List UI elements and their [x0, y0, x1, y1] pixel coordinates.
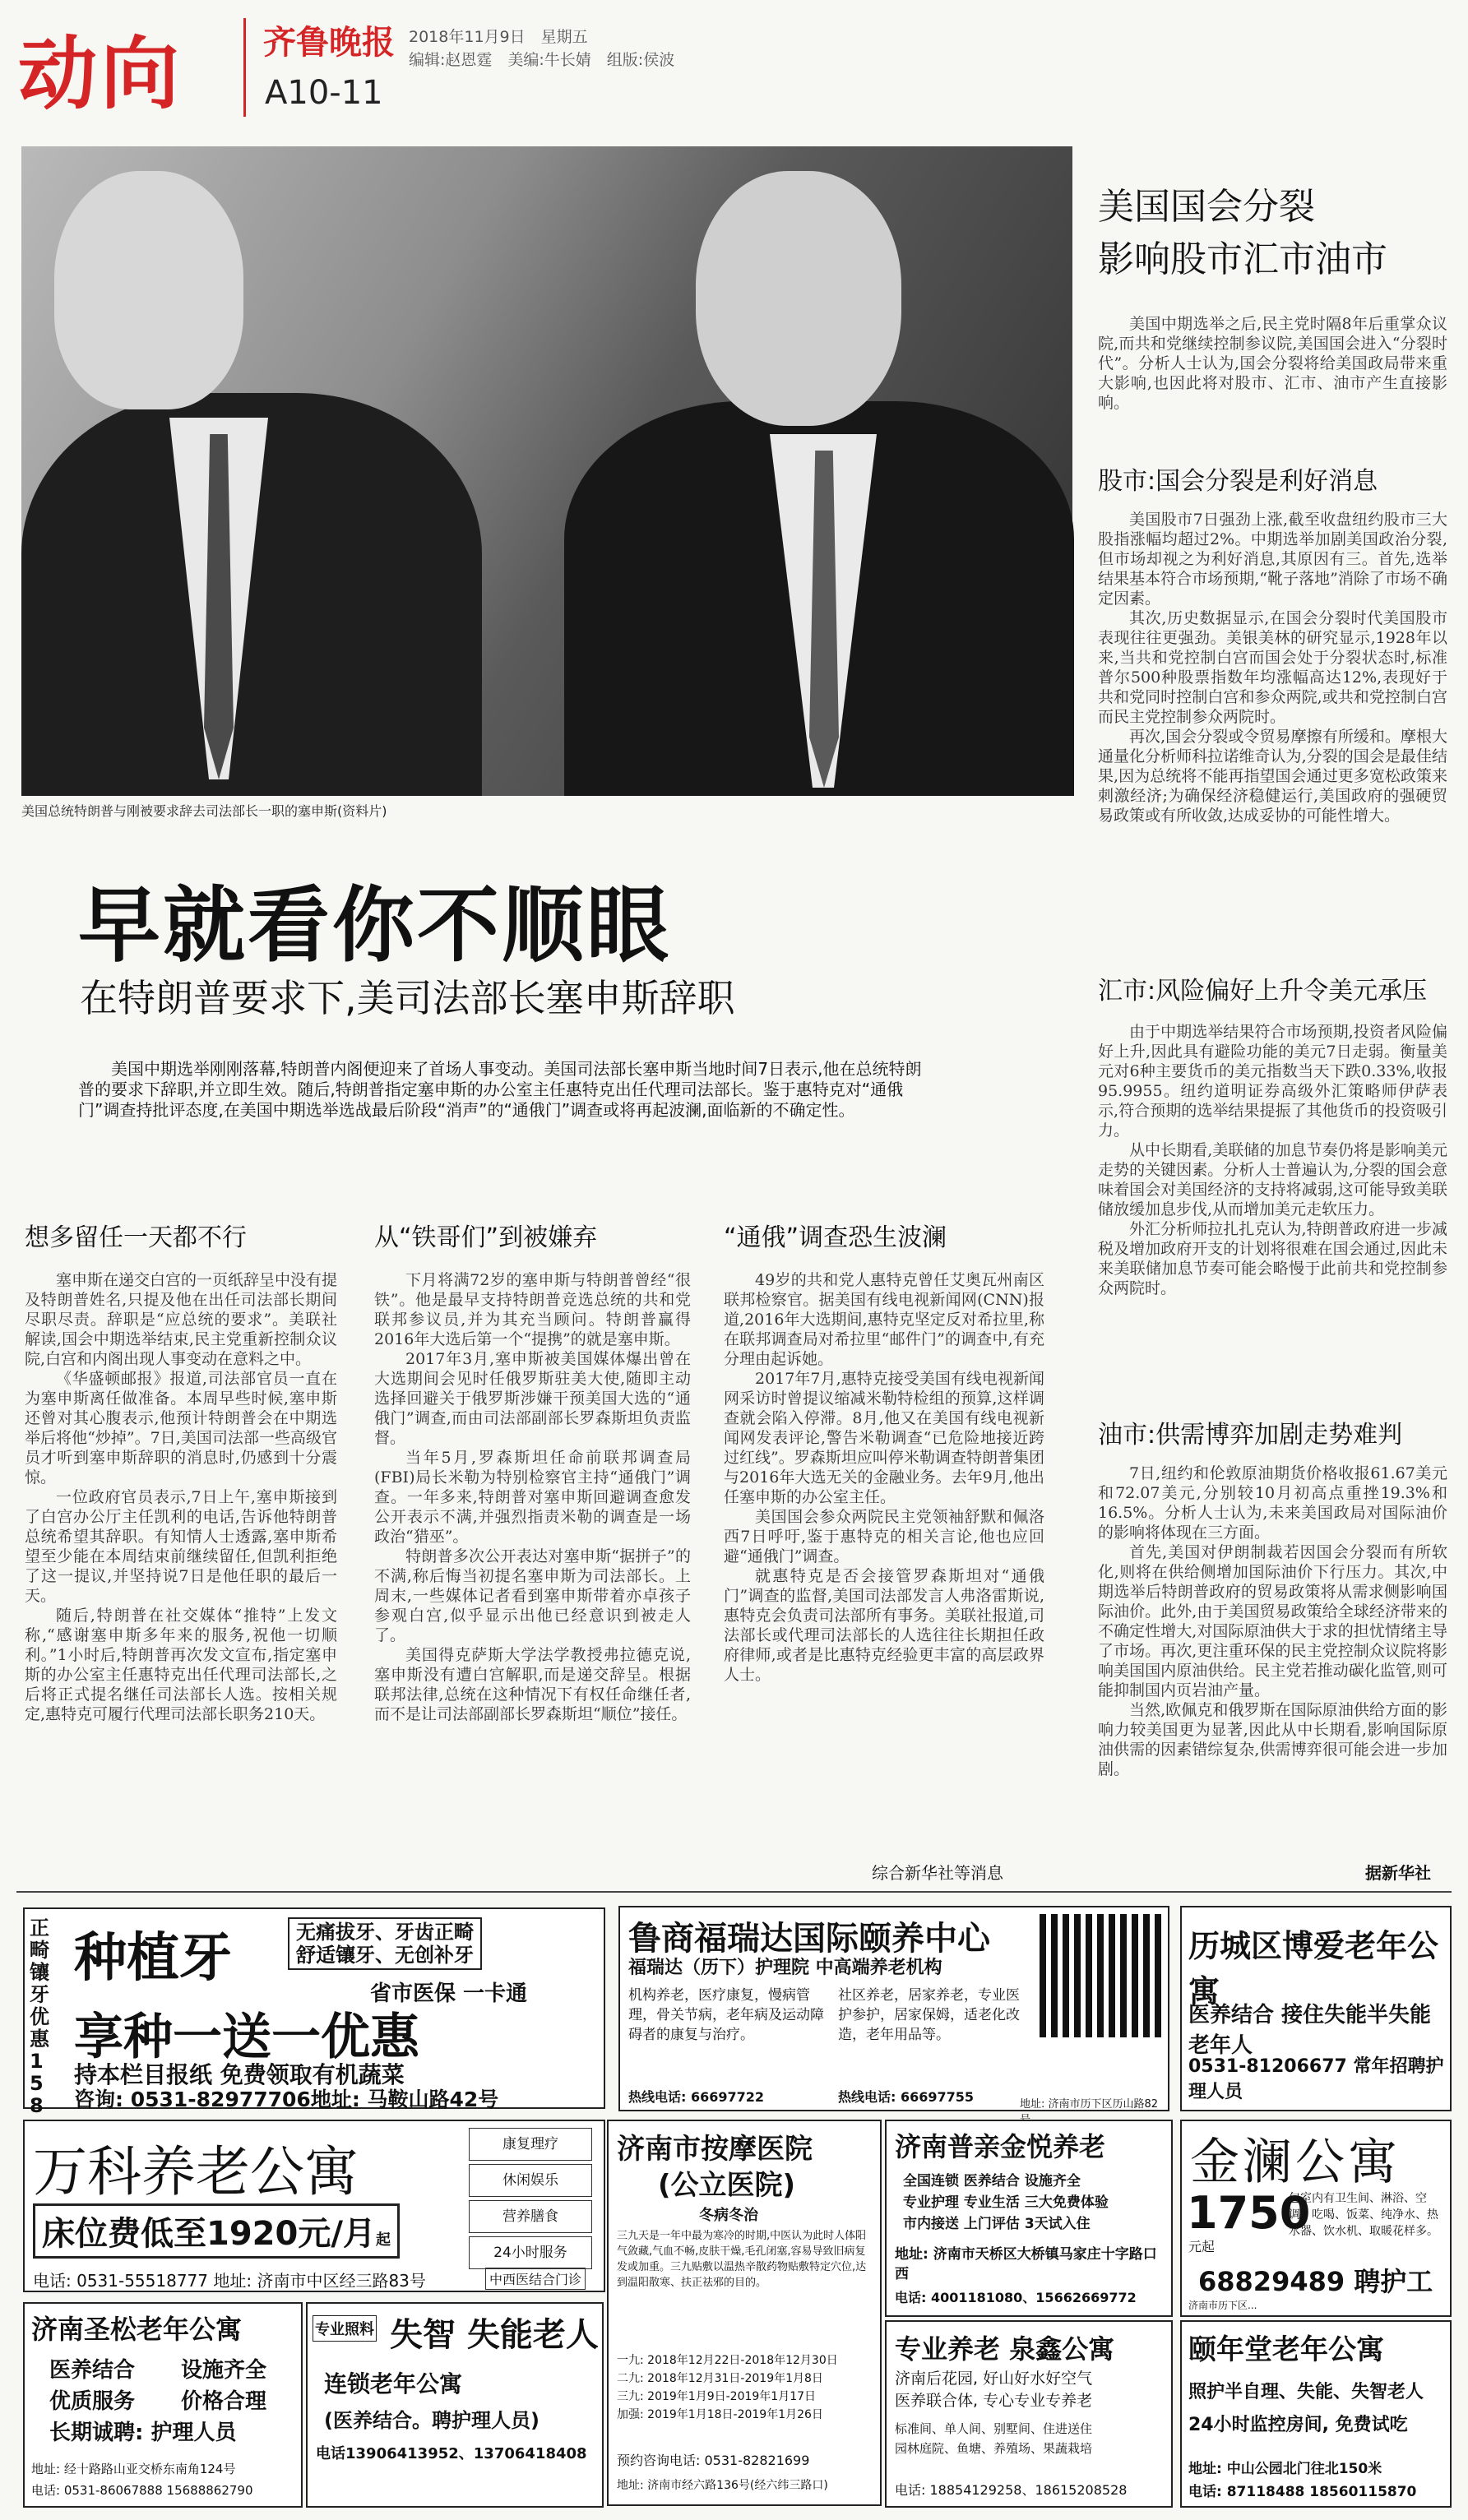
ad-licheng: 历城区博爱老年公寓 医养结合 接住失能半失能老年人 0531-81206677 常年招聘护理人员 [1180, 1906, 1452, 2111]
qr-code-icon [1040, 1914, 1163, 2037]
paragraph: 《华盛顿邮报》报道,司法部官员一直在为塞申斯离任做准备。本周早些时候,塞申斯还曾对其心腹表示,他预计特朗普会在中期选举后将他“炒掉”。7日,美国司法部一些高级官员才听到塞申斯辞职的消息时,仍感到十分震惊。 [25, 1370, 337, 1487]
paragraph: 2017年3月,塞申斯被美国媒体爆出曾在大选期间会见时任俄罗斯驻美大使,随即主动选择回避关于俄罗斯涉嫌干预美国大选的“通俄门”调查,而由司法部副部长罗森斯坦负责监督。 [374, 1350, 691, 1447]
newspaper-logo: 齐鲁晚报 [263, 23, 395, 62]
right-sub-fx: 汇市:风险偏好上升令美元承压 [1098, 977, 1428, 1006]
paragraph: 49岁的共和党人惠特克曾任艾奥瓦州南区联邦检察官。据美国有线电视新闻网(CNN)报道,2016年大选期间,惠特克坚定反对希拉里,称在联邦调查局对希拉里“邮件门”的调查中,有充分理由起诉她。 [724, 1271, 1044, 1368]
ad-dental: 正畸镶牙优惠158 种植牙 无痛拔牙、牙齿正畸 舒适镶牙、无创补牙 省市医保 一卡通 享种一送一优惠 持本栏目报纸 免费领取有机蔬菜 咨询: 0531-82977706地址: 马鞍山路42号 [23, 1907, 605, 2109]
ad-quanxin: 专业养老 泉鑫公寓 济南后花园, 好山好水好空气 医养联合体, 专心专业专养老 标准间、单人间、别墅间、住进送住 园林庭院、鱼塘、养殖场、果蔬栽培 电话: 18854129258、18615208528 [885, 2320, 1173, 2508]
right-intro: 美国中期选举之后,民主党时隔8年后重掌众议院,而共和党继续控制参议院,美国国会进入“分裂时代”。分析人士认为,国会分裂将给美国政局带来重大影响,也因此将对股市、汇市、油市产生直接影响。 [1098, 315, 1447, 412]
issue-date: 2018年11月9日 星期五 [409, 28, 588, 46]
main-headline: 早就看你不顺眼 [78, 877, 671, 973]
paragraph: 随后,特朗普在社交媒体“推特”上发文称,“感谢塞申斯多年来的服务,祝他一切顺利。”1小时后,特朗普再次发文宣布,指定塞申斯的办公室主任惠特克出任代理司法部长,之后将正式提名继任司法部长人选。按相关规定,惠特克可履行代理司法部长职务210天。 [25, 1607, 337, 1723]
ad-furuida: 鲁商福瑞达国际颐养中心 福瑞达（历下）护理院 中高端养老机构 机构养老，医疗康复，慢病管理，骨关节病，老年病及运动障碍者的康复与治疗。 社区养老，居家养老，专业医护参护，居家保姆，适老化改造，老年用品等。 热线电话: 66697722 热线电话: 66697755 地址: 济南市历下区历山路82 [618, 1906, 1169, 2111]
paragraph: 当年5月,罗森斯坦任命前联邦调查局(FBI)局长米勒为特别检察官主持“通俄门”调查。一年多来,特朗普对塞申斯回避调查愈发公开表示不满,并强烈指责米勒的调查是一场政治“猎巫”。 [374, 1449, 691, 1546]
sub-headline: 在特朗普要求下,美司法部长塞申斯辞职 [80, 976, 735, 1020]
right-sub-stock: 股市:国会分裂是利好消息 [1098, 467, 1378, 496]
ad-puqin: 济南普亲金悦养老 全国连锁 医养结合 设施齐全 专业护理 专业生活 三大免费体验 市内接送 上门评估 3天试入住 地址: 济南市天桥区大桥镇马家庄十字路口西 电话: 4001181080、15662669772 [885, 2120, 1173, 2317]
ad-jinlan: 金澜公寓 1750 元起 包室内有卫生间、淋浴、空调、吃喝、饭菜、纯净水、热水器、饮水机、取暖花样多。 68829489 聘护工 济南市历下区... [1180, 2120, 1452, 2317]
masthead-divider [243, 18, 246, 117]
ad-massage-hospital: 济南市按摩医院 (公立医院) 冬病冬治 三九天是一年中最为寒冷的时期,中医认为此时人体阳气敛藏,气血不畅,皮肤干燥,毛孔闭塞,容易导致旧病复发或加重。三九贴敷以温热辛散药物贴敷特定穴位,达到温阳散寒、扶正祛邪的目的。 一九: 2018年12月22日-2018年12月30日 二九: 2018年12月31日-2019年1月8日 三九: 2019年1月9日-2019年1月17日 加强: 2019年1月18日-2019年1月26日 预约咨询电话: 0531-82821699 地址: 济南市经六路136号(经六纬三路口) [607, 2120, 882, 2506]
section-title: 动向 [18, 28, 183, 120]
paragraph: 特朗普多次公开表达对塞申斯“据拼子”的不满,称后悔当初提名塞申斯为司法部长。上周末,一些媒体记者看到塞申斯带着亦卓孩子参观白宫,似乎显示出他已经意识到被走人了。 [374, 1547, 691, 1644]
col2-body [374, 1270, 691, 1724]
lead-photo [21, 146, 1072, 796]
right-fx-body: 由于中期选举结果符合市场预期,投资者风险偏好上升,因此具有避险功能的美元7日走弱。衡量美元对6种主要货币的美元指数当天下跌0.33%,收报95.9955。纽约道明证券高级外汇策略师伊萨表示,符合预期的选举结果提振了其他货币的投资吸引力。 从中长期看,美联储的加息节奏仍将是影响美元走势的关键因素。分析人士普遍认为,分裂的国会意味着国会对美国经济的支持将减弱,这可能导致美联储放缓加息步伐,从而增加美元走软压力。 外汇分析师拉扎扎克认为,特朗普政府进一步减税及增加政府开支的计划将很难在国会通过,因此未来美联储加息节奏可能会略慢于此前共和党控制参众两院时。 [1098, 1023, 1447, 1297]
col3-body [724, 1270, 1044, 1685]
paragraph: 塞申斯在递交白宫的一页纸辞呈中没有提及特朗普姓名,只提及他在出任司法部长期间尽职尽责。辞职是“应总统的要求”。美联社解读,国会中期选举结束,民主党重新控制众议院,白宫和内阁出现人事变动在意料之中。 [25, 1271, 338, 1368]
col1-title: 想多留任一天都不行 [25, 1223, 247, 1252]
col3-source: 综合新华社等消息 [872, 1863, 1003, 1883]
ad-vanke: 万科养老公寓 床位费低至1920元/月起 康复理疗 休闲娱乐 营养膳食 24小时服务 电话: 0531-55518777 地址: 济南市中区经三路83号 中西医结合门诊 [23, 2120, 605, 2292]
editor-credits: 编辑:赵恩霆 美编:牛长婧 组版:侯波 [409, 51, 675, 69]
ad-dementia-care: 专业照料 失智 失能老人 连锁老年公寓 (医养结合。聘护理人员) 电话13906413952、13706418408 [306, 2302, 604, 2508]
right-sub-oil: 油市:供需博弈加剧走势难判 [1098, 1421, 1403, 1450]
right-stock-body: 美国股市7日强劲上涨,截至收盘纽约股市三大股指涨幅均超过2%。中期选举加剧美国政治分裂,但市场却视之为利好消息,其原因有三。首先,选举结果基本符合市场预期,“靴子落地”消除了市场不确定因素。 其次,历史数据显示,在国会分裂时代美国股市表现往往更强劲。美银美林的研究显示,1928年以来,当共和党控制白宫而国会处于分裂状态时,标准普尔500种股票指数年均涨幅高达12%,表现好于共和党同时控制白宫和参众两院,或共和党控制白宫而民主党控制参众两院时。 再次,国会分裂或令贸易摩擦有所缓和。摩根大通量化分析师科拉诺维奇认为,分裂的国会是最佳结果,因为总统将不能再指望国会通过更多宽松政策来刺激经济;为确保经济稳健运行,美国政府的强硬贸易政策或有所收敛,达成妥协的可能性增大。 [1098, 511, 1447, 825]
paragraph: 美国国会参众两院民主党领袖舒默和佩洛西7日呼吁,鉴于惠特克的相关言论,他也应回避“通俄门”调查。 [724, 1508, 1044, 1565]
ads-divider [16, 1891, 1452, 1893]
ad-shengsong: 济南圣松老年公寓 医养结合 优质服务 长期诚聘: 护理人员 设施齐全 价格合理 地址: 经十路路山亚交桥东南角124号 电话: 0531-86067888 15688862790 [23, 2302, 303, 2508]
right-oil-body: 7日,纽约和伦敦原油期货价格收报61.67美元和72.07美元,分别较10月初高点重挫19.3%和16.5%。分析人士认为,未来美国政局对国际油价的影响将体现在三方面。 首先,美国对伊朗制裁若因国会分裂而有所软化,则将在供给侧增加国际油价下行压力。其次,中期选举后特朗普政府的贸易政策将从需求侧影响国际油价。此外,由于美国贸易政策给全球经济带来的不确定性增大,对国际原油供大于求的担忧情绪主导了市场。再次,更注重环保的民主党控制众议院将影响美国国内原油供给。民主党若推动碳化监管,则可能抑制国内页岩油产量。 当然,欧佩克和俄罗斯在国际原油供给方面的影响力较美国更为显著,因此从中长期看,影响国际原油供需的因素错综复杂,供需博弈很可能会进一步加剧。 [1098, 1464, 1447, 1778]
ad-yiniantang: 颐年堂老年公寓 照护半自理、失能、失智老人 24小时监控房间, 免费试吃 地址: 中山公园北门往北150米 电话: 87118488 18560115870 [1180, 2320, 1452, 2508]
col1-body [25, 1270, 337, 1724]
page-number: A10-11 [265, 74, 383, 112]
paragraph: 美国得克萨斯大学法学教授弗拉德克说,塞申斯没有遭白宫解职,而是递交辞呈。根据联邦法律,总统在这种情况下有权任命继任者,而不是让司法部副部长罗森斯坦“顺位”接任。 [374, 1646, 691, 1723]
lead-paragraph: 美国中期选举刚刚落幕,特朗普内阁便迎来了首场人事变动。美国司法部长塞申斯当地时间7日表示,他在总统特朗普的要求下辞职,并立即生效。随后,特朗普指定塞申斯的办公室主任惠特克出任代理司法部长。鉴于惠特克对“通俄门”调查持批评态度,在美国中期选举选战最后阶段“消声”的“通俄门”调查或将再起波澜,面临新的不确定性。 [78, 1059, 922, 1120]
paragraph: 2017年7月,惠特克接受美国有线电视新闻网采访时曾提议缩减米勒特检组的预算,这样调查就会陷入停滞。8月,他又在美国有线电视新闻网发表评论,警告米勒调查“已危险地接近跨过红线”。罗森斯坦应叫停米勒调查特朗普集团与2016年大选无关的金融业务。去年9月,他出任塞申斯的办公室主任。 [724, 1370, 1044, 1506]
right-article-title: 美国国会分裂 影响股市汇市油市 [1098, 186, 1387, 280]
photo-caption: 美国总统特朗普与刚被要求辞去司法部长一职的塞申斯(资料片) [21, 803, 387, 819]
right-source: 据新华社 [1365, 1863, 1431, 1883]
paragraph: 一位政府官员表示,7日上午,塞申斯接到了白宫办公厅主任凯利的电话,告诉他特朗普总统希望其辞职。有知情人士透露,塞申斯希望至少能在本周结束前继续留任,但凯利拒绝了这一提议,并坚持说7日是他任职的最后一天。 [25, 1488, 337, 1605]
paragraph: 就惠特克是否会接管罗森斯坦对“通俄门”调查的监督,美国司法部发言人弗洛雷斯说,惠特克会负责司法部所有事务。美联社报道,司法部长或代理司法部长的人选往往长期担任政府律师,或者是比惠特克经验更丰富的高层政界人士。 [724, 1567, 1044, 1684]
paragraph: 下月将满72岁的塞申斯与特朗普曾经“很铁”。他是最早支持特朗普竞选总统的共和党联邦参议员,并为其充当顾问。特朗普赢得2016年大选后第一个“提携”的就是塞申斯。 [374, 1271, 691, 1348]
col3-title: “通俄”调查恐生波澜 [724, 1223, 947, 1252]
col2-title: 从“铁哥们”到被嫌弃 [374, 1223, 598, 1252]
